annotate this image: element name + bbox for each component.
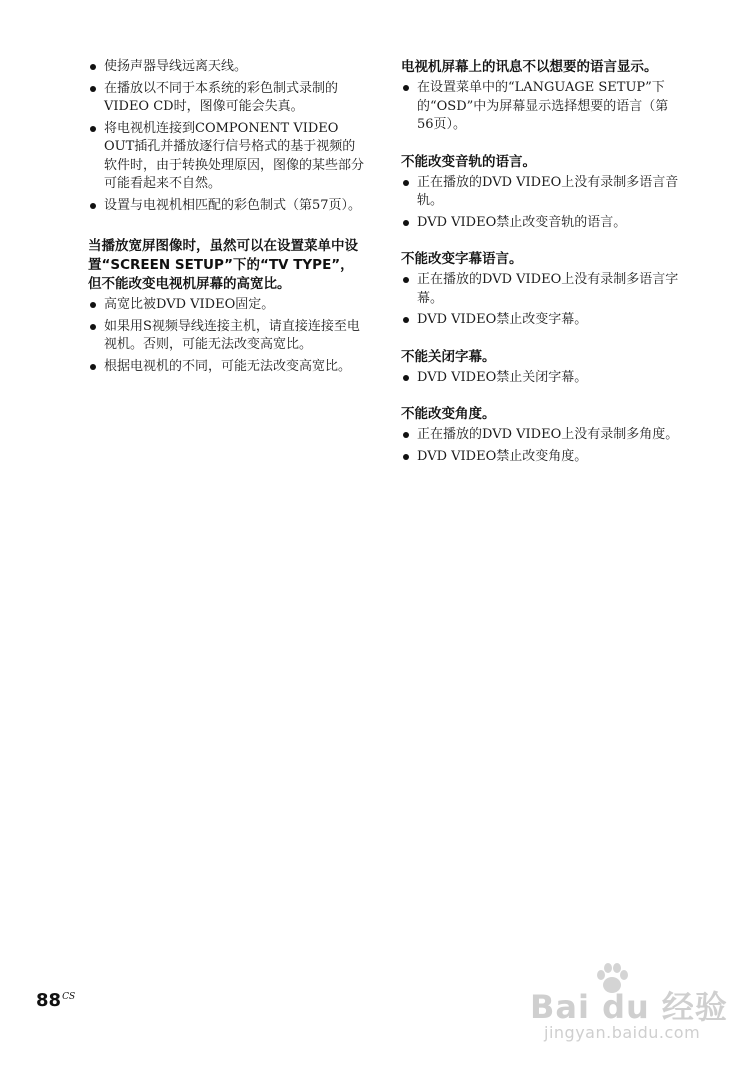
watermark-logo: Bai du 经验 [530,988,728,1026]
subtitle-language-section [401,250,681,330]
list-item: DVD VIDEO禁止关闭字幕。 [401,369,681,388]
bullet-icon [90,86,96,92]
list-item: DVD VIDEO禁止改变角度。 [401,448,681,467]
list-item: DVD VIDEO禁止改变音轨的语言。 [401,214,681,233]
osd-language-section [401,58,681,135]
list-item: 正在播放的DVD VIDEO上没有录制多角度。 [401,426,681,445]
section-heading: 不能改变音轨的语言。 [401,153,536,170]
bullet-list [401,174,681,233]
intro-bullet-list [88,58,366,215]
page-suffix: CS [62,992,76,1002]
section-heading: 当播放宽屏图像时，虽然可以在设置菜单中设置“SCREEN SETUP”下的“TV TYPE”，但不能改变电视机屏幕的高宽比。 [88,238,358,292]
baidu-watermark [520,958,735,1048]
bullet-icon [90,364,96,370]
list-item: 正在播放的DVD VIDEO上没有录制多语言音轨。 [401,174,681,211]
section-heading: 不能改变角度。 [401,406,496,422]
bullet-icon [403,85,409,91]
bullet-list [401,79,681,135]
bullet-icon [90,302,96,308]
bullet-icon [403,317,409,323]
list-item: 在播放以不同于本系统的彩色制式录制的VIDEO CD时，图像可能会失真。 [88,80,366,117]
list-item: 使扬声器导线远离天线。 [88,58,366,77]
section-heading: 不能关闭字幕。 [401,348,496,365]
bullet-list [401,426,681,466]
bullet-icon [90,324,96,330]
list-item: 根据电视机的不同，可能无法改变高宽比。 [88,358,366,377]
watermark-url: jingyan.baidu.com [544,1023,701,1042]
bullet-icon [403,180,409,186]
bullet-icon [403,432,409,438]
section-heading: 不能改变字幕语言。 [401,251,523,267]
left-column [88,58,366,394]
list-item: 正在播放的DVD VIDEO上没有录制多语言字幕。 [401,271,681,308]
list-item: 设置与电视机相匹配的彩色制式（第57页）。 [88,197,366,216]
subtitle-off-section [401,348,681,388]
list-item: 在设置菜单中的“LANGUAGE SETUP”下的“OSD”中为屏幕显示选择想要的语言（第56页）。 [401,79,681,135]
bullet-icon [403,375,409,381]
list-item: DVD VIDEO禁止改变字幕。 [401,311,681,330]
angle-section [401,405,681,466]
bullet-icon [403,220,409,226]
bullet-icon [403,277,409,283]
bullet-list [401,271,681,330]
widescreen-section [88,237,366,376]
list-item: 将电视机连接到COMPONENT VIDEO OUT插孔并播放逐行信号格式的基于视频的软件时，由于转换处理原因，图像的某些部分可能看起来不自然。 [88,120,366,194]
list-item: 高宽比被DVD VIDEO固定。 [88,296,366,315]
page-number: $88^{CS}$ [36,990,76,1011]
bullet-icon [90,203,96,209]
audio-language-section [401,153,681,233]
right-column [401,58,681,484]
bullet-icon [90,64,96,70]
bullet-icon [403,454,409,460]
bullet-icon [90,126,96,132]
list-item: 如果用S视频导线连接主机，请直接连接至电视机。否则，可能无法改变高宽比。 [88,318,366,355]
section-heading: 电视机屏幕上的讯息不以想要的语言显示。 [401,59,658,75]
bullet-list [88,296,366,376]
bullet-list [401,369,681,388]
